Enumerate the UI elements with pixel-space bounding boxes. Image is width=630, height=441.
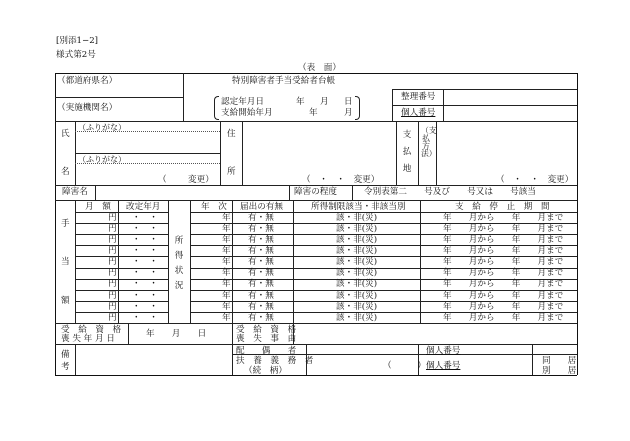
year-header: 年 次 (201, 202, 227, 212)
row-8-revision-date: ・ ・ (132, 290, 158, 301)
row-7-suspension-period: 年 月から 年 月まで (443, 279, 564, 290)
row-2-report-presence: 有・無 (248, 223, 274, 234)
payment-start-label: 支給開始年月 (221, 108, 273, 118)
form-number: 様式第2号 (56, 50, 96, 60)
side-label: （表 面） (298, 63, 341, 73)
row-10-yen: 円 (108, 312, 117, 323)
table-bottom-border (55, 375, 577, 376)
row-6-revision-date: ・ ・ (132, 268, 158, 279)
row-5-year: 年 (222, 257, 231, 268)
payment-method: （支払方法） (421, 126, 437, 159)
address-changed: （ ・ ・ 変更） (302, 175, 380, 185)
furigana-2: （ふりがな） (78, 155, 126, 164)
row-2-revision-date: ・ ・ (132, 223, 158, 234)
row-1-year: 年 (222, 212, 231, 223)
allowance-side-2: 当 (61, 257, 70, 267)
row-2-yen: 円 (108, 223, 117, 234)
separate-label: 別 居 (542, 366, 577, 376)
row-4-report-presence: 有・無 (248, 246, 274, 257)
allowance-side-1: 手 (61, 219, 70, 229)
income-limit-header: 所得制限該当・非該当別 (311, 202, 406, 212)
row-3-year: 年 (222, 235, 231, 245)
personal-number-label: 個人番号 (401, 108, 436, 118)
row-6-income-limit-status: 該・非(災) (336, 268, 378, 279)
dependent-label: 扶 養 義 務 者 (236, 356, 314, 366)
row-4-income-limit-status: 該・非(災) (336, 246, 378, 257)
eligibility-loss-reason-label: 受 給 資 格 (236, 325, 297, 335)
spouse-personal-number-label: 個人番号 (426, 346, 461, 356)
loss-date-value: 年 月 日 (146, 329, 207, 339)
row-6-year: 年 (222, 268, 231, 279)
row-6-report-presence: 有・無 (248, 268, 274, 279)
table-top-border (55, 73, 577, 74)
row-1-report-presence: 有・無 (248, 212, 274, 223)
form-title: 特別障害者手当受給者台帳 (232, 76, 336, 86)
row-5-suspension-period: 年 月から 年 月まで (443, 257, 564, 268)
remarks-label: 備 (61, 350, 70, 360)
row-5-revision-date: ・ ・ (132, 257, 158, 268)
row-9-yen: 円 (108, 301, 117, 312)
agency-label: （実施機関名） (57, 103, 118, 113)
row-3-income-limit-status: 該・非(災) (336, 235, 378, 245)
eligibility-loss-date-label: 受 給 資 格 (61, 325, 122, 335)
row-4-suspension-period: 年 月から 年 月まで (443, 246, 564, 257)
row-10-suspension-period: 年 月から 年 月まで (443, 312, 564, 323)
payee-label: 支払地 (402, 130, 412, 174)
row-5-income-limit-status: 該・非(災) (336, 257, 378, 268)
row-1-yen: 円 (108, 212, 117, 223)
allowance-side-3: 額 (61, 296, 70, 306)
row-7-income-limit-status: 該・非(災) (336, 279, 378, 290)
table-right-border (577, 73, 578, 375)
row-3-revision-date: ・ ・ (132, 235, 158, 245)
name-label: 氏 (61, 129, 70, 139)
row-4-yen: 円 (108, 246, 117, 257)
row-9-revision-date: ・ ・ (132, 301, 158, 312)
row-9-suspension-period: 年 月から 年 月まで (443, 301, 564, 312)
spouse-label: 配 偶 者 (236, 346, 297, 356)
row-3-yen: 円 (108, 235, 117, 245)
row-7-year: 年 (222, 279, 231, 290)
report-header: 届出の有無 (240, 202, 283, 212)
disability-degree-label: 障害の程度 (294, 187, 337, 197)
row-5-report-presence: 有・無 (248, 257, 274, 268)
row-4-revision-date: ・ ・ (132, 246, 158, 257)
row-10-report-presence: 有・無 (248, 312, 274, 323)
record-number-label: 整理番号 (401, 92, 436, 102)
row-1-income-limit-status: 該・非(災) (336, 212, 378, 223)
cohabit-label: 同 居 (542, 356, 577, 366)
row-6-yen: 円 (108, 268, 117, 279)
row-8-income-limit-status: 該・非(災) (336, 290, 378, 301)
row-3-suspension-period: 年 月から 年 月まで (443, 235, 564, 245)
row-2-income-limit-status: 該・非(災) (336, 223, 378, 234)
row-7-revision-date: ・ ・ (132, 279, 158, 290)
income-status-label: 所得状況 (174, 236, 184, 292)
row-6-suspension-period: 年 月から 年 月まで (443, 268, 564, 279)
approval-date-label: 認定年月日 (221, 97, 264, 107)
disability-degree-value: 令別表第二 号及び 号又は 号該当 (364, 187, 536, 197)
prefecture-label: （都道府県名） (57, 76, 118, 86)
disability-name-label: 障害名 (62, 187, 88, 197)
name-changed: 変更） (188, 175, 214, 185)
row-8-year: 年 (222, 290, 231, 301)
row-10-year: 年 (222, 312, 231, 323)
suspension-period-header: 支 給 停 止 期 間 (455, 202, 550, 212)
row-7-yen: 円 (108, 279, 117, 290)
row-9-income-limit-status: 該・非(災) (336, 301, 378, 312)
address-label: 住 (227, 129, 236, 139)
row-10-income-limit-status: 該・非(災) (336, 312, 378, 323)
monthly-amount-header: 月 額 (85, 202, 111, 212)
table-left-border (55, 73, 56, 375)
furigana-1: （ふりがな） (78, 123, 126, 132)
dependent-personal-number-label: 個人番号 (426, 361, 461, 371)
row-1-revision-date: ・ ・ (132, 212, 158, 223)
row-2-suspension-period: 年 月から 年 月まで (443, 223, 564, 234)
relation-paren: （ ） (383, 361, 426, 371)
row-8-yen: 円 (108, 290, 117, 301)
attachment-label: [別添1−2] (56, 36, 99, 46)
row-2-year: 年 (222, 223, 231, 234)
row-1-suspension-period: 年 月から 年 月まで (443, 212, 564, 223)
row-8-report-presence: 有・無 (248, 290, 274, 301)
row-8-suspension-period: 年 月から 年 月まで (443, 290, 564, 301)
row-9-report-presence: 有・無 (248, 301, 274, 312)
row-5-yen: 円 (108, 257, 117, 268)
row-7-report-presence: 有・無 (248, 279, 274, 290)
row-10-revision-date: ・ ・ (132, 312, 158, 323)
payee-changed: （ ・ ・ 変更） (496, 175, 574, 185)
revision-date-header: 改定年月 (126, 202, 161, 212)
row-4-year: 年 (222, 246, 231, 257)
row-9-year: 年 (222, 301, 231, 312)
row-3-report-presence: 有・無 (248, 235, 274, 245)
